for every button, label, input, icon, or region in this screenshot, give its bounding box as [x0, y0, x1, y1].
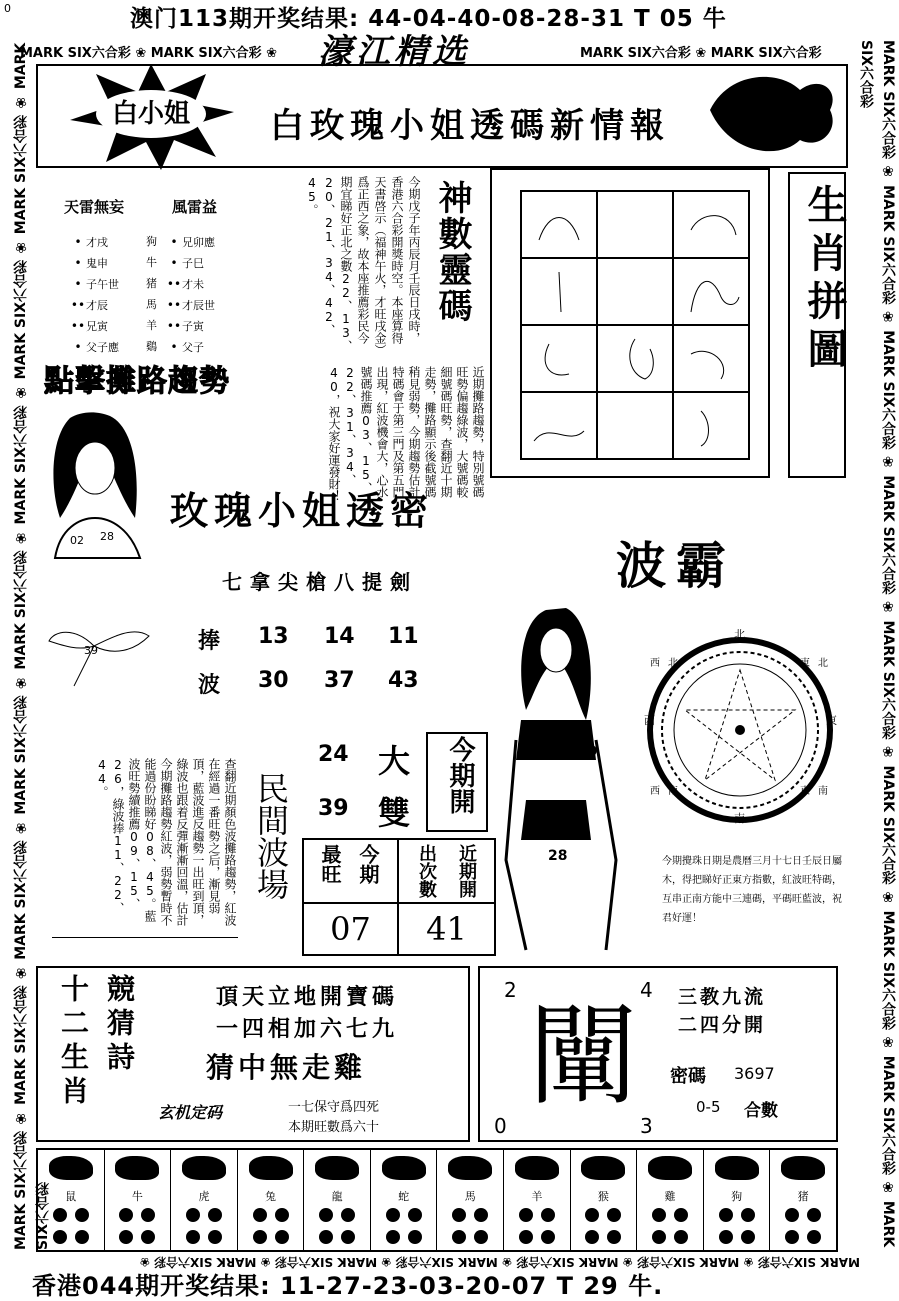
zodiac-dot	[208, 1230, 222, 1244]
zodiac-dot-row	[382, 1228, 426, 1250]
zodiac-cell	[437, 1150, 504, 1250]
hexagram-right-row: • 子巳	[170, 256, 204, 270]
review-text: 查翻近期顏色波攤路趨勢，紅波在經過一番旺勢之后，漸見弱頂，藍波進反趨勢一出旺到頂，綠波也跟着反彈漸漸回溫，估計今期攤路趨勢紅波，弱勢暫時不能過份盼睇好08、45。藍波旺勢續推薦09、15、26，綠波捧11、22、44。	[95, 758, 237, 926]
zodiac-dot-row	[382, 1206, 426, 1228]
zodiac-dot-row	[648, 1228, 692, 1250]
wangqi-cell-left	[304, 840, 399, 904]
boba-number-1: 06	[520, 744, 540, 760]
zodiac-dot	[785, 1208, 799, 1222]
zodiac-dot	[652, 1230, 666, 1244]
zodiac-dot-row	[448, 1228, 492, 1250]
shenshu-text: 近期攤路趨勢，特別號碼旺勢偏趨綠波，大號碼較細號碼旺勢，查翻近十期走勢，攤路顯示後截號碼稍見弱勢，今期趨勢估計特碼會于第三門及第五門出現，紅波機會大，心水號碼推薦03、15、22、31、34、40，祝大家好運發財！	[327, 366, 485, 502]
wangqi-h1: 最旺	[318, 844, 342, 884]
row2-label: 波	[198, 672, 221, 698]
zodiac-dot	[386, 1230, 400, 1244]
compass-se: 東南	[800, 786, 836, 797]
zodiac-dot	[785, 1230, 799, 1244]
boba-title: 波霸	[616, 536, 736, 595]
poem-box	[36, 966, 470, 1142]
compass-ne: 東北	[800, 658, 836, 669]
woman-number-1: 02	[70, 534, 84, 547]
hexagram-right-list	[166, 232, 215, 358]
zodiac-dot-row	[581, 1206, 625, 1228]
zodiac-dot-row	[515, 1228, 559, 1250]
compass-south: 南	[734, 812, 745, 825]
poem-line5: 一七保守爲四死	[288, 1100, 380, 1115]
zodiac-label: 蛇	[398, 1190, 410, 1203]
zodiac-label: 龍	[331, 1190, 343, 1203]
wangqi-h4: 近期開	[456, 844, 477, 898]
zodiac-label: 猪	[797, 1190, 809, 1203]
zodiac-dot	[474, 1230, 488, 1244]
row1-num-3: 11	[388, 624, 419, 649]
dog-icon	[715, 1156, 759, 1180]
header-main-title: 白玫瑰小姐透碼新情報	[270, 106, 670, 146]
bottom-ribbon: MARK SIX六合彩 ❀ MARK SIX六合彩 ❀ MARK SIX六合彩 ❀ MARK SIX六合彩 ❀ MARK SIX六合彩 ❀ MARK SIX六合彩 ❀	[139, 1255, 860, 1269]
wangqi-table	[302, 838, 496, 956]
shenshu-title: 神數靈碼	[432, 180, 472, 324]
zodiac-dot	[474, 1208, 488, 1222]
bottom-result: 香港044期开奖结果: 11-27-23-03-20-07 T 29 牛.	[32, 1272, 664, 1300]
deco-title: 點擊攤路趨勢	[44, 364, 230, 399]
zodiac-dot	[208, 1208, 222, 1222]
zodiac-cell	[304, 1150, 371, 1250]
zodiac-dot-row	[315, 1206, 359, 1228]
zodiac-cell	[171, 1150, 238, 1250]
zodiac-label: 雞	[664, 1190, 676, 1203]
puzzle-tile	[597, 392, 673, 459]
zodiac-cell	[704, 1150, 771, 1250]
zodiac-dot	[674, 1230, 688, 1244]
zodiac-dot	[585, 1230, 599, 1244]
bigdouble-label1: 大	[378, 742, 411, 780]
open-n-br: 3	[640, 1114, 653, 1138]
wangqi-v1: 07	[304, 904, 399, 954]
zodiac-dot	[119, 1230, 133, 1244]
zodiac-cell	[38, 1150, 105, 1250]
goat-icon	[515, 1156, 559, 1180]
zodiac-dot	[541, 1208, 555, 1222]
zodiac-dot	[741, 1230, 755, 1244]
puzzle-tile	[597, 325, 673, 392]
bigdouble-n2: 39	[318, 796, 349, 821]
row2-num-1: 30	[258, 668, 289, 693]
puzzle-tile	[521, 325, 597, 392]
zodiac-cell	[504, 1150, 571, 1250]
open-n-tr: 4	[640, 978, 653, 1002]
rat-icon	[49, 1156, 93, 1180]
open-mima: 3697	[734, 1064, 775, 1083]
zodiac-dot	[452, 1230, 466, 1244]
zodiac-dot-row	[49, 1206, 93, 1228]
zodiac-label: 牛	[131, 1190, 143, 1203]
zodiac-dot	[386, 1208, 400, 1222]
zodiac-dot	[719, 1230, 733, 1244]
monkey-icon	[581, 1156, 625, 1180]
puzzle-tile	[521, 392, 597, 459]
zodiac-dot-row	[715, 1228, 759, 1250]
minjian-title: 民間波場	[252, 772, 290, 900]
zodiac-dot	[607, 1230, 621, 1244]
zodiac-dot-row	[249, 1228, 293, 1250]
row1-label: 捧	[198, 628, 221, 654]
open-heshu-label: 合數	[744, 1101, 778, 1121]
zodiac-dot	[807, 1230, 821, 1244]
hexagram-left-row: • 鬼申 牛	[74, 256, 157, 270]
zodiac-dot	[75, 1208, 89, 1222]
wangqi-v2: 41	[426, 910, 467, 948]
zodiac-dot	[452, 1208, 466, 1222]
zodiac-dot-row	[249, 1206, 293, 1228]
woman-figure-icon	[496, 600, 646, 960]
row2-num-3: 43	[388, 668, 419, 693]
rooster-icon	[648, 1156, 692, 1180]
puzzle-tile	[521, 258, 597, 325]
forecast-text: 今期戊子年丙辰月壬辰日戌時，香港六合彩開獎時空。本座算得天書啓示（福神午火，才旺戌金）爲正西之象，故本座推薦彩民今期宜睇好正北之數22、13、20、21、34、42、45。	[305, 176, 421, 352]
zodiac-dot-row	[182, 1206, 226, 1228]
zodiac-dot	[253, 1208, 267, 1222]
puzzle-tile	[597, 191, 673, 258]
poem-line1: 頂天立地開寶碼	[216, 984, 399, 1010]
leaf-ornament-icon	[700, 70, 840, 160]
zodiac-dot	[652, 1208, 666, 1222]
compass-north: 北	[734, 628, 745, 641]
page-number: 0	[4, 2, 11, 15]
compass-east: 東	[826, 714, 837, 727]
zodiac-label: 鼠	[65, 1190, 77, 1203]
hexagram-right-row: • 父子	[170, 340, 204, 354]
hexagram-right-row: • 兄卯應	[170, 235, 215, 249]
zodiac-dot	[119, 1208, 133, 1222]
boba-number-2: 29	[578, 744, 598, 760]
snake-icon	[382, 1156, 426, 1180]
zodiac-dot-row	[448, 1206, 492, 1228]
zodiac-dot	[719, 1208, 733, 1222]
zodiac-dot	[585, 1208, 599, 1222]
zodiac-dot-row	[182, 1228, 226, 1250]
zodiac-label: 猴	[597, 1190, 609, 1203]
rabbit-icon	[249, 1156, 293, 1180]
banner-mark-six-2: MARK SIX六合彩 ❀ MARK SIX六合彩	[580, 46, 822, 61]
poem-line2: 一四相加六七九	[216, 1016, 399, 1042]
poem-line4: 玄机定码	[158, 1103, 223, 1122]
open-n-tl: 2	[504, 978, 517, 1002]
zodiac-cell	[105, 1150, 172, 1250]
zodiac-dot-row	[515, 1206, 559, 1228]
jinqi-kai-frame	[426, 732, 488, 832]
compass-sw: 西南	[650, 786, 686, 797]
wangqi-h3: 出次數	[416, 844, 437, 898]
wangqi-h2: 今期	[356, 844, 380, 884]
poem-side2: 競猜詩	[103, 974, 136, 1076]
zodiac-dot	[141, 1230, 155, 1244]
flower-number: 39	[84, 644, 98, 657]
zodiac-dot-row	[115, 1206, 159, 1228]
zodiac-dot	[141, 1208, 155, 1222]
zodiac-dot-row	[115, 1228, 159, 1250]
hexagram-left-row: • 父子應 鷄	[74, 340, 157, 354]
zodiac-dot	[341, 1230, 355, 1244]
ox-icon	[115, 1156, 159, 1180]
open-line1: 三教九流	[678, 986, 767, 1008]
zodiac-dot	[519, 1208, 533, 1222]
zodiac-dot-row	[715, 1206, 759, 1228]
woman-portrait-icon	[40, 408, 150, 558]
zodiac-dot	[741, 1208, 755, 1222]
hexagram-right-row: ••才未	[166, 277, 204, 291]
bigdouble-n1: 24	[318, 742, 349, 767]
hexagram-left-row: ••才辰 馬	[70, 298, 157, 312]
wangqi-cell-right	[399, 840, 494, 904]
puzzle-title-frame	[788, 172, 846, 478]
hexagram-section	[36, 172, 246, 354]
zodiac-dot-row	[781, 1228, 825, 1250]
hexagram-left-title: 天雷無妄	[64, 198, 125, 216]
zodiac-dot	[408, 1208, 422, 1222]
puzzle-title: 生肖拼圖	[801, 184, 848, 376]
puzzle-tile	[597, 258, 673, 325]
zodiac-dot	[319, 1208, 333, 1222]
row2-num-2: 37	[324, 668, 355, 693]
zodiac-dot-row	[315, 1228, 359, 1250]
zodiac-cell	[637, 1150, 704, 1250]
zodiac-dot	[341, 1208, 355, 1222]
zodiac-dot	[519, 1230, 533, 1244]
tiger-icon	[182, 1156, 226, 1180]
open-char: 闡	[528, 992, 638, 1120]
pig-icon	[781, 1156, 825, 1180]
hexagram-left-row: ••兄寅 羊	[70, 319, 157, 333]
puzzle-tile	[673, 392, 749, 459]
zodiac-label: 虎	[198, 1190, 210, 1203]
horse-icon	[448, 1156, 492, 1180]
hexagram-right-row: ••子寅	[166, 319, 204, 333]
zodiac-dot	[408, 1230, 422, 1244]
zodiac-cell	[238, 1150, 305, 1250]
zodiac-dot-row	[648, 1206, 692, 1228]
zodiac-label: 羊	[531, 1190, 543, 1203]
row1-num-1: 13	[258, 624, 289, 649]
header-badge: 白小姐	[96, 90, 206, 138]
top-result: 澳门113期开奖结果: 44-04-40-08-28-31 T 05 牛	[130, 6, 727, 32]
banner-mark-six-1: MARK SIX六合彩 ❀ MARK SIX六合彩 ❀	[20, 46, 278, 61]
puzzle-tile	[673, 325, 749, 392]
zodiac-dot-row	[49, 1228, 93, 1250]
compass-west: 西	[644, 714, 655, 727]
zodiac-dot	[275, 1230, 289, 1244]
open-mima-label: 密碼	[670, 1066, 706, 1087]
row1-num-2: 14	[324, 624, 355, 649]
rose-title: 玫瑰小姐透密	[170, 488, 435, 533]
zodiac-dot	[75, 1230, 89, 1244]
zodiac-dot	[674, 1208, 688, 1222]
zodiac-dot	[319, 1230, 333, 1244]
boba-note: 今期攪珠日期是農曆三月十七日壬辰日屬木，得把睇好正東方指數，紅波旺特碼，互串正南方能中三連碼，平碼旺藍波，祝君好運！	[662, 856, 842, 924]
flower-icon	[44, 606, 154, 686]
poem-side: 十二生肖	[57, 974, 90, 1110]
zodiac-dot	[541, 1230, 555, 1244]
zodiac-dot	[253, 1230, 267, 1244]
zodiac-dot	[807, 1208, 821, 1222]
hexagram-right-title: 風雷益	[172, 198, 218, 216]
compass-nw: 西北	[650, 658, 686, 669]
jinqi-kai-label: 今期開	[445, 736, 475, 814]
zodiac-dot	[275, 1208, 289, 1222]
poem-line6: 本期旺數爲六十	[288, 1120, 380, 1135]
zodiac-cell	[571, 1150, 638, 1250]
banner-title: 濠江精选	[318, 32, 470, 72]
puzzle-tile	[521, 191, 597, 258]
open-box	[478, 966, 838, 1142]
zodiac-strip	[36, 1148, 838, 1252]
hexagram-left-row: • 子午世 猪	[74, 277, 157, 291]
bigdouble-label2: 雙	[378, 794, 411, 832]
puzzle-tile	[673, 191, 749, 258]
hexagram-left-row: • 才戌 狗	[74, 235, 157, 249]
left-border-ribbon: MARK SIX六合彩 ❀ MARK SIX六合彩 ❀ MARK SIX六合彩 ❀ MARK SIX六合彩 ❀ MARK SIX六合彩 ❀ MARK SIX六合彩 ❀ MARK SIX六合彩 ❀ MARK SIX六合彩 ❀ MARK SIX六合彩	[13, 42, 51, 1250]
hexagram-left-list	[70, 232, 157, 358]
puzzle-frame	[490, 168, 770, 478]
zodiac-cell	[371, 1150, 438, 1250]
puzzle-grid	[520, 190, 750, 460]
dragon-icon	[315, 1156, 359, 1180]
seven-eight-title: 七拿尖槍八提劍	[222, 570, 418, 594]
zodiac-dot	[186, 1208, 200, 1222]
zodiac-dot-row	[781, 1206, 825, 1228]
open-heshu-range: 0-5	[696, 1098, 721, 1116]
poem-line3: 猜中無走雞	[206, 1051, 367, 1084]
zodiac-dot	[607, 1208, 621, 1222]
hexagram-right-row: ••才辰世	[166, 298, 215, 312]
right-border-ribbon: MARK SIX六合彩 ❀ MARK SIX六合彩 ❀ MARK SIX六合彩 ❀ MARK SIX六合彩 ❀ MARK SIX六合彩 ❀ MARK SIX六合彩 ❀ MARK SIX六合彩 ❀ MARK SIX六合彩 ❀ MARK SIX六合彩	[858, 40, 896, 1248]
zodiac-label: 兔	[265, 1190, 277, 1203]
open-line2: 二四分開	[678, 1014, 767, 1036]
zodiac-label: 狗	[731, 1190, 743, 1203]
open-n-bl: 0	[494, 1114, 507, 1138]
puzzle-tile	[673, 258, 749, 325]
zodiac-label: 馬	[464, 1190, 476, 1203]
zodiac-dot	[53, 1230, 67, 1244]
zodiac-dot	[186, 1230, 200, 1244]
boba-number-3: 28	[548, 848, 568, 864]
zodiac-dot-row	[581, 1228, 625, 1250]
woman-number-2: 28	[100, 530, 114, 543]
zodiac-cell	[770, 1150, 836, 1250]
zodiac-dot	[53, 1208, 67, 1222]
